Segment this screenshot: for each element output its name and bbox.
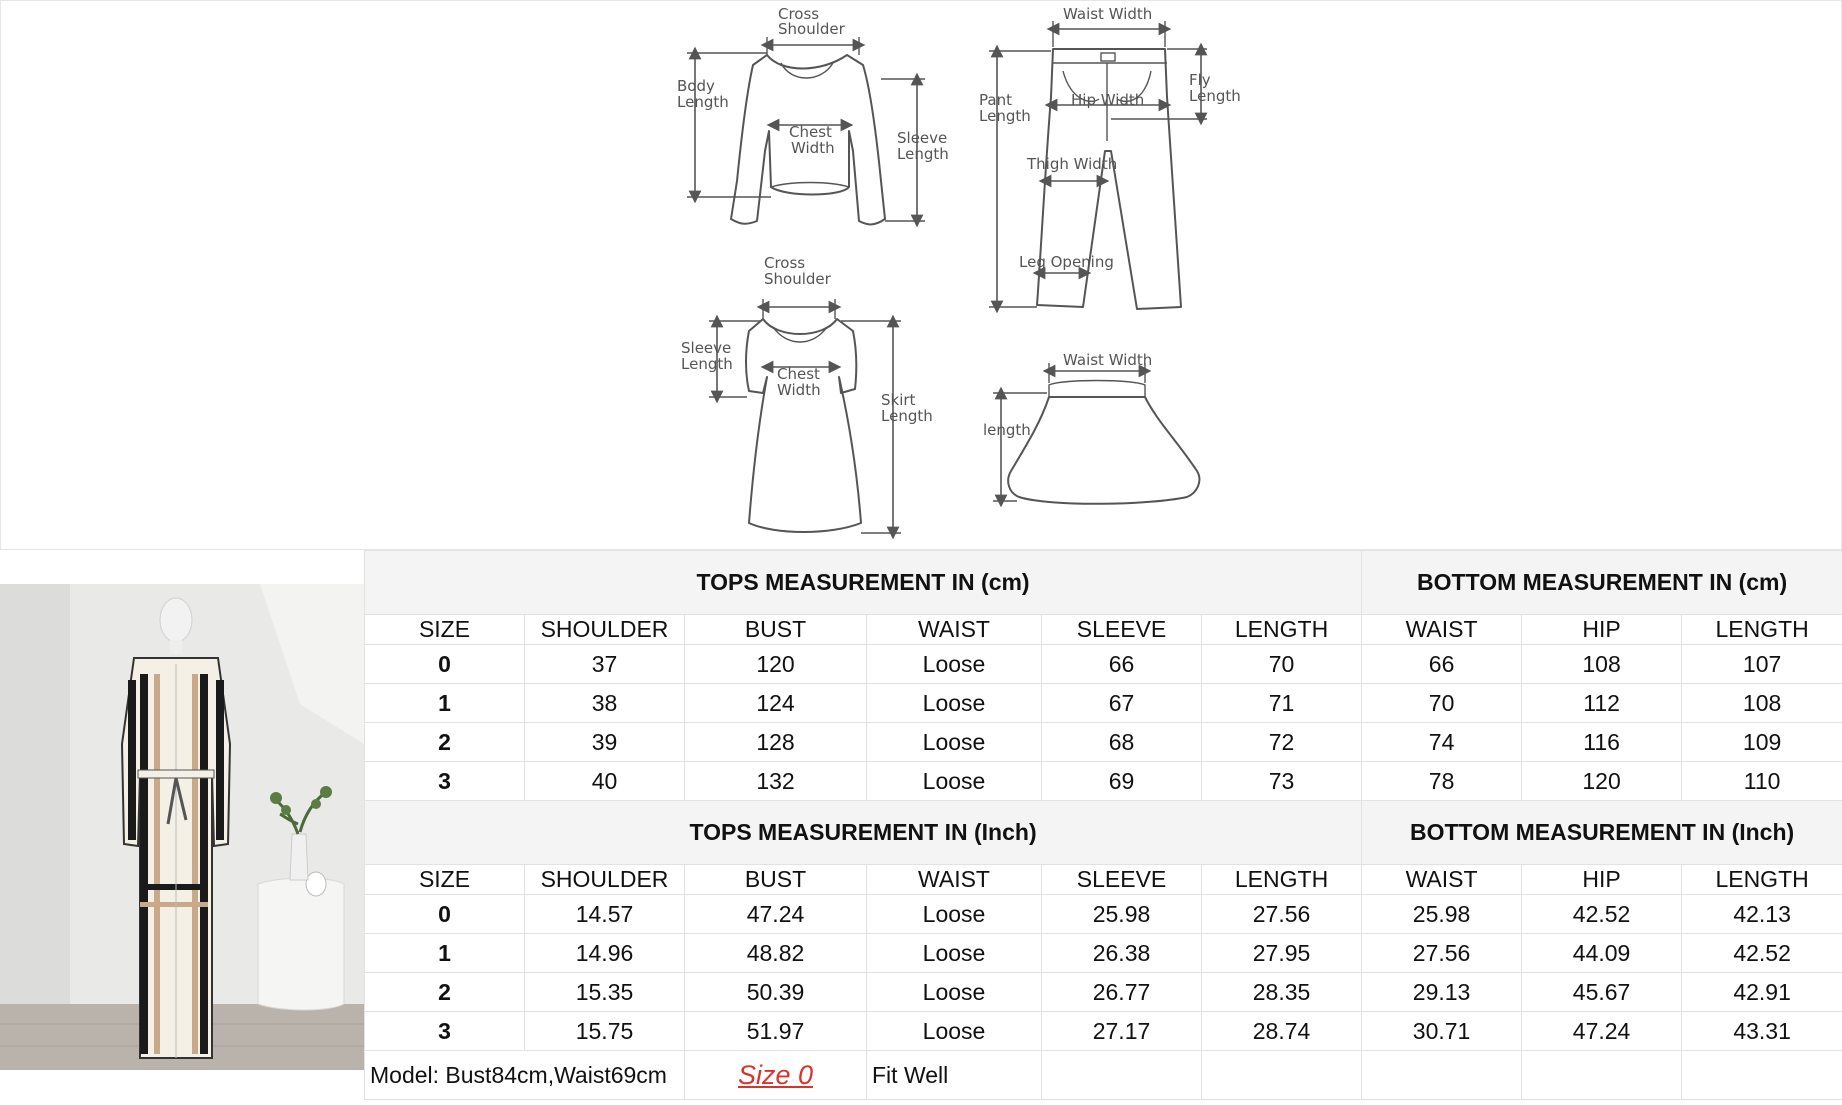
table-cell: Loose [867, 684, 1042, 723]
table-row [365, 684, 1842, 723]
model-photo-illustration [0, 584, 364, 1070]
column-header: SLEEVE [1042, 865, 1202, 895]
table-cell: 128 [685, 723, 867, 762]
table-cell: 47.24 [1522, 1012, 1682, 1051]
table-cell: 66 [1042, 645, 1202, 684]
table-cell: 71 [1202, 684, 1362, 723]
table-cell: 26.77 [1042, 973, 1202, 1012]
table-cell: 27.95 [1202, 934, 1362, 973]
column-header: WAIST [1362, 865, 1522, 895]
table-row [365, 934, 1842, 973]
svg-text:Length: Length [681, 355, 733, 373]
size-cell: 3 [365, 1012, 525, 1051]
table-row [365, 973, 1842, 1012]
table-cell: 78 [1362, 762, 1522, 801]
column-header: SIZE [365, 615, 525, 645]
table-cell: 110 [1682, 762, 1842, 801]
label-thigh-width: Thigh Width [1027, 155, 1118, 173]
cm-section-header [365, 551, 1842, 615]
label-length-skirt: length [983, 421, 1031, 439]
fit-note: Fit Well [867, 1051, 1042, 1100]
table-row [365, 895, 1842, 934]
label-skirt-length: Skirt [881, 391, 916, 409]
model-info-row [365, 1051, 1842, 1100]
model-size: Size 0 [737, 1059, 814, 1090]
column-header: LENGTH [1202, 865, 1362, 895]
table-cell: 47.24 [685, 895, 867, 934]
svg-text:Length: Length [979, 107, 1031, 125]
table-row [365, 762, 1842, 801]
table-row [365, 723, 1842, 762]
label-leg-opening: Leg Opening [1019, 253, 1114, 271]
table-cell: 42.13 [1682, 895, 1842, 934]
size-table [364, 550, 1842, 1100]
table-cell: 40 [525, 762, 685, 801]
table-cell: 120 [685, 645, 867, 684]
table-cell: 25.98 [1042, 895, 1202, 934]
table-cell: 39 [525, 723, 685, 762]
column-header: SHOULDER [525, 865, 685, 895]
label-chest-width-top: Chest [789, 123, 832, 141]
tops-title-inch: TOPS MEASUREMENT IN (Inch) [365, 801, 1362, 865]
svg-text:Length: Length [881, 407, 933, 425]
inch-section-header [365, 801, 1842, 865]
table-cell: 108 [1522, 645, 1682, 684]
table-cell: 69 [1042, 762, 1202, 801]
table-cell: 66 [1362, 645, 1522, 684]
table-cell: 68 [1042, 723, 1202, 762]
table-cell: 74 [1362, 723, 1522, 762]
table-cell: 107 [1682, 645, 1842, 684]
table-cell: 27.56 [1362, 934, 1522, 973]
svg-text:Shoulder: Shoulder [778, 20, 845, 38]
label-cross-shoulder-dress: Cross [764, 254, 806, 272]
table-cell: 27.56 [1202, 895, 1362, 934]
inch-column-headers [365, 865, 1842, 895]
table-cell: 112 [1522, 684, 1682, 723]
label-waist-width-pants: Waist Width [1063, 5, 1153, 23]
svg-text:Length: Length [677, 93, 729, 111]
svg-text:Shoulder: Shoulder [764, 270, 831, 288]
label-hip-width: Hip Width [1071, 91, 1145, 109]
table-cell: 120 [1522, 762, 1682, 801]
table-cell: 44.09 [1522, 934, 1682, 973]
product-photo [0, 584, 364, 1070]
table-cell: 70 [1202, 645, 1362, 684]
table-cell: 14.96 [525, 934, 685, 973]
table-cell: 38 [525, 684, 685, 723]
column-header: WAIST [1362, 615, 1522, 645]
model-measurements: Model: Bust84cm,Waist69cm [365, 1051, 685, 1100]
column-header: SHOULDER [525, 615, 685, 645]
empty-cell [1522, 1051, 1682, 1100]
table-cell: Loose [867, 723, 1042, 762]
table-cell: Loose [867, 645, 1042, 684]
model-size-cell [685, 1051, 867, 1100]
table-cell: 48.82 [685, 934, 867, 973]
column-header: WAIST [867, 865, 1042, 895]
empty-cell [1682, 1051, 1842, 1100]
bottom-title-inch: BOTTOM MEASUREMENT IN (Inch) [1362, 801, 1842, 865]
table-cell: 124 [685, 684, 867, 723]
svg-text:Width: Width [777, 381, 821, 399]
table-cell: 15.35 [525, 973, 685, 1012]
top-garment-diagram [677, 5, 949, 225]
label-pant-length: Pant [979, 91, 1012, 109]
label-sleeve-length-top: Sleeve [897, 129, 948, 147]
column-header: SIZE [365, 865, 525, 895]
column-header: LENGTH [1682, 615, 1842, 645]
table-cell: 27.17 [1042, 1012, 1202, 1051]
table-row [365, 645, 1842, 684]
table-cell: 37 [525, 645, 685, 684]
column-header: LENGTH [1202, 615, 1362, 645]
column-header: LENGTH [1682, 865, 1842, 895]
table-cell: 72 [1202, 723, 1362, 762]
label-sleeve-length-dress: Sleeve [681, 339, 732, 357]
column-header: HIP [1522, 865, 1682, 895]
measurement-diagrams [1, 1, 1842, 551]
table-cell: Loose [867, 973, 1042, 1012]
table-cell: 108 [1682, 684, 1842, 723]
table-cell: 14.57 [525, 895, 685, 934]
column-header: HIP [1522, 615, 1682, 645]
empty-cell [1362, 1051, 1522, 1100]
table-cell: Loose [867, 1012, 1042, 1051]
table-cell: 51.97 [685, 1012, 867, 1051]
table-cell: Loose [867, 762, 1042, 801]
column-header: BUST [685, 865, 867, 895]
label-chest-width-dress: Chest [777, 365, 820, 383]
dress-diagram [681, 254, 933, 533]
size-cell: 2 [365, 723, 525, 762]
table-cell: 73 [1202, 762, 1362, 801]
measurement-diagram-panel [0, 0, 1842, 550]
column-header: WAIST [867, 615, 1042, 645]
svg-text:Length: Length [1189, 87, 1241, 105]
table-cell: 30.71 [1362, 1012, 1522, 1051]
empty-cell [1202, 1051, 1362, 1100]
label-cross-shoulder-top: Cross [778, 5, 820, 23]
table-row [365, 1012, 1842, 1051]
table-cell: 25.98 [1362, 895, 1522, 934]
size-tables [364, 550, 1842, 1105]
table-cell: 15.75 [525, 1012, 685, 1051]
table-cell: 29.13 [1362, 973, 1522, 1012]
table-cell: 43.31 [1682, 1012, 1842, 1051]
label-waist-width-skirt: Waist Width [1063, 351, 1153, 369]
empty-cell [1042, 1051, 1202, 1100]
table-cell: 28.35 [1202, 973, 1362, 1012]
table-cell: 45.67 [1522, 973, 1682, 1012]
table-cell: 116 [1522, 723, 1682, 762]
table-cell: 26.38 [1042, 934, 1202, 973]
table-cell: 132 [685, 762, 867, 801]
skirt-diagram [983, 351, 1199, 504]
bottom-title-cm: BOTTOM MEASUREMENT IN (cm) [1362, 551, 1842, 615]
size-cell: 0 [365, 645, 525, 684]
pants-diagram [979, 5, 1241, 309]
table-cell: Loose [867, 895, 1042, 934]
table-cell: 28.74 [1202, 1012, 1362, 1051]
table-cell: 67 [1042, 684, 1202, 723]
cm-column-headers [365, 615, 1842, 645]
svg-text:Width: Width [791, 139, 835, 157]
size-cell: 2 [365, 973, 525, 1012]
table-cell: 42.52 [1522, 895, 1682, 934]
svg-text:Length: Length [897, 145, 949, 163]
label-fly-length: Fly [1189, 71, 1211, 89]
size-cell: 3 [365, 762, 525, 801]
size-cell: 1 [365, 934, 525, 973]
table-cell: 109 [1682, 723, 1842, 762]
table-cell: Loose [867, 934, 1042, 973]
tops-title-cm: TOPS MEASUREMENT IN (cm) [365, 551, 1362, 615]
size-cell: 1 [365, 684, 525, 723]
table-cell: 70 [1362, 684, 1522, 723]
table-cell: 42.91 [1682, 973, 1842, 1012]
label-body-length: Body [677, 77, 715, 95]
column-header: SLEEVE [1042, 615, 1202, 645]
table-cell: 42.52 [1682, 934, 1842, 973]
table-cell: 50.39 [685, 973, 867, 1012]
column-header: BUST [685, 615, 867, 645]
size-cell: 0 [365, 895, 525, 934]
